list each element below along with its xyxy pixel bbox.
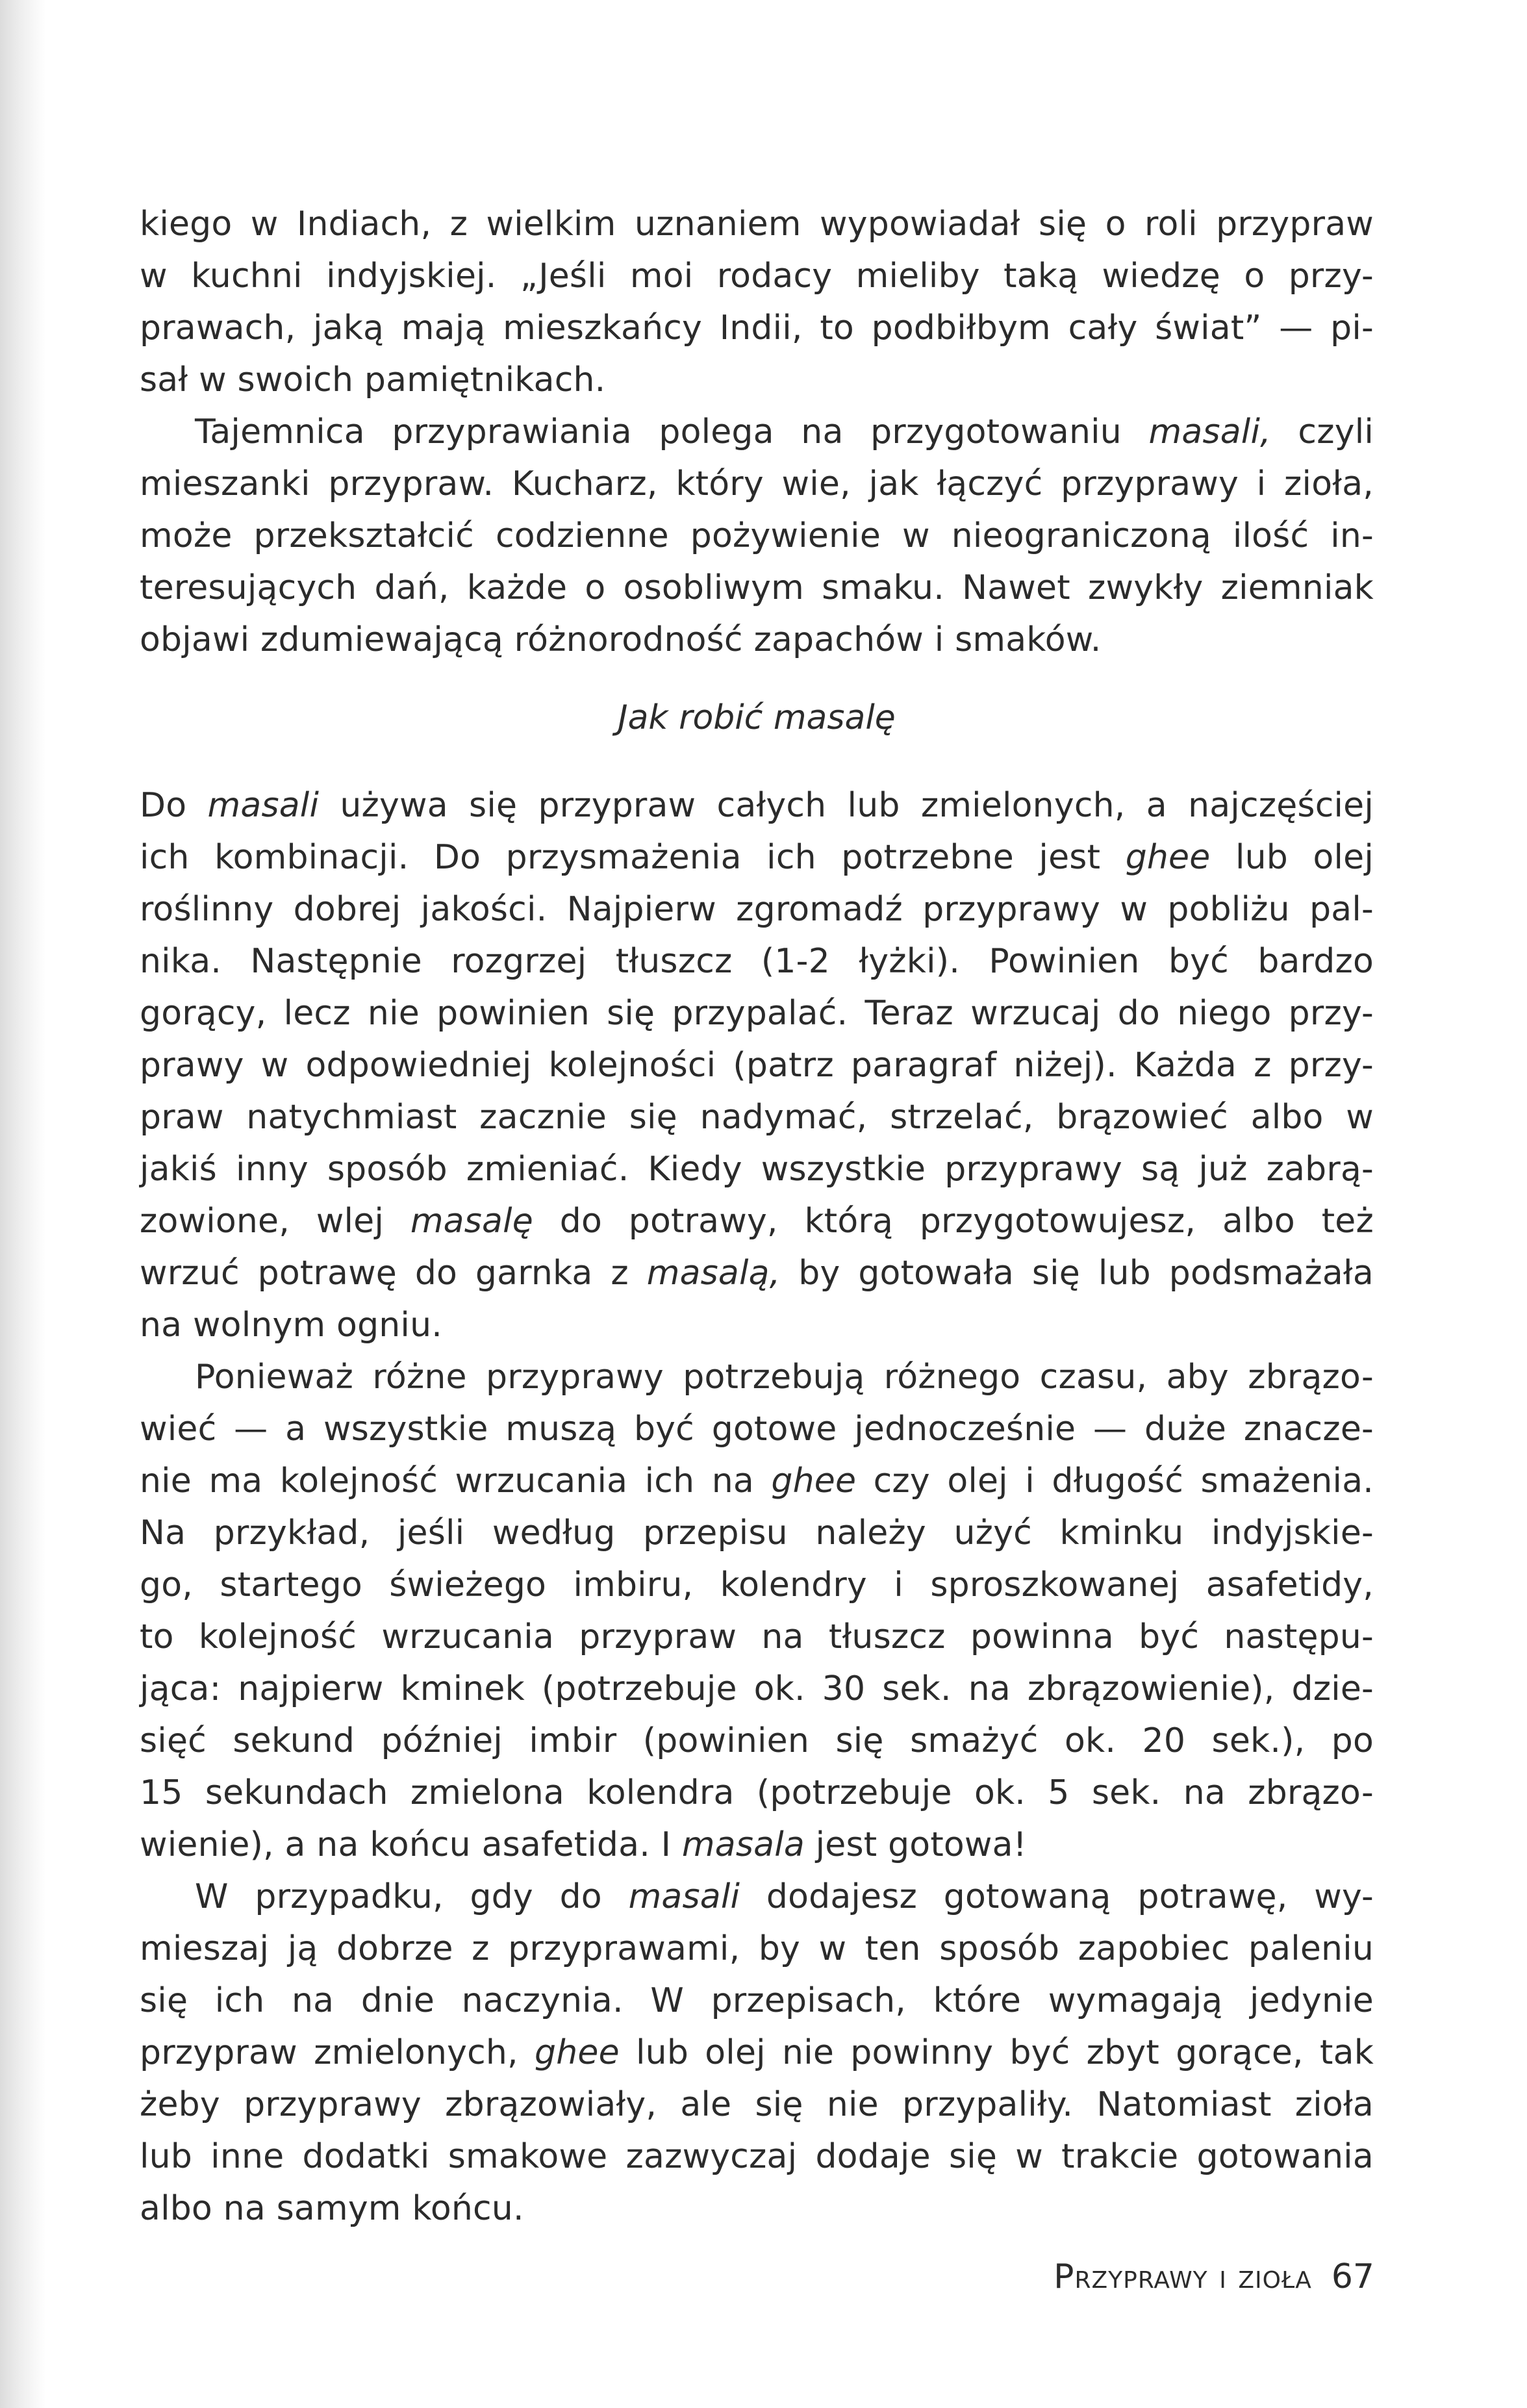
text-line: sięć sekund później imbir (powinien się smażyć ok. 20 sek.), po xyxy=(140,1721,1374,1760)
text-line: żeby przyprawy zbrązowiały, ale się nie przypaliły. Natomiast zioła xyxy=(140,2085,1374,2124)
text-line: jąca: najpierw kminek (potrzebuje ok. 30 sek. na zbrązowienie), dzie- xyxy=(140,1669,1374,1708)
text-run: czyli xyxy=(1270,412,1374,451)
text-line: Ponieważ różne przyprawy potrzebują różnego czasu, aby zbrązo- xyxy=(195,1358,1374,1397)
text-line: prawy w odpowiedniej kolejności (patrz paragraf niżej). Każda z przy- xyxy=(140,1046,1374,1085)
text-run: Tajemnica przyprawiania polega na przygotowaniu xyxy=(195,412,1149,451)
text-line: na wolnym ogniu. xyxy=(140,1306,442,1345)
text-line xyxy=(140,1455,1374,1507)
paragraph-mixing xyxy=(140,1871,1374,2235)
italic-term: ghee xyxy=(771,1462,857,1501)
text-run: Do xyxy=(140,786,208,825)
text-line: może przekształcić codzienne pożywienie w nieograniczoną ilość in- xyxy=(140,516,1374,555)
text-line: mieszanki przypraw. Kucharz, który wie, jak łączyć przyprawy i zioła, xyxy=(140,464,1374,503)
text-run: lub olej xyxy=(1210,838,1374,877)
italic-term: masala xyxy=(681,1825,805,1864)
text-line: lub inne dodatki smakowe zazwyczaj dodaje się w trakcie gotowania xyxy=(140,2137,1374,2176)
text-run: wrzuć potrawę do garnka z xyxy=(140,1254,647,1293)
text-run: wienie), a na końcu asafetida. I xyxy=(140,1825,682,1864)
page-footer xyxy=(1054,2254,1374,2300)
text-line: w kuchni indyjskiej. „Jeśli moi rodacy mieliby taką wiedzę o przy- xyxy=(140,257,1374,296)
text-run: ich kombinacji. Do przysmażenia ich potrzebne jest xyxy=(140,838,1126,877)
text-line: objawi zdumiewającą różnorodność zapachów i smaków. xyxy=(140,620,1102,659)
text-line: go, startego świeżego imbiru, kolendry i sproszkowanej asafetidy, xyxy=(140,1565,1374,1604)
text-line: gorący, lecz nie powinien się przypalać. Teraz wrzucaj do niego przy- xyxy=(140,994,1374,1033)
italic-term: masalą, xyxy=(646,1254,781,1293)
italic-term: ghee xyxy=(535,2033,620,2072)
text-run: nie ma kolejność wrzucania ich na xyxy=(140,1462,772,1501)
italic-term: ghee xyxy=(1125,838,1211,877)
text-run: by gotowała się lub podsmażała xyxy=(780,1254,1374,1293)
text-run: zowione, wlej xyxy=(140,1202,410,1241)
text-run: jest gotowa! xyxy=(804,1825,1027,1864)
text-run: przypraw zmielonych, xyxy=(140,2033,535,2072)
text-run: do potrawy, którą przygotowujesz, albo też xyxy=(533,1202,1374,1241)
section-heading: Jak robić masalę xyxy=(618,698,896,737)
text-line: roślinny dobrej jakości. Najpierw zgromadź przyprawy w pobliżu pal- xyxy=(140,890,1374,929)
text-line: mieszaj ją dobrze z przyprawami, by w ten sposób zapobiec paleniu xyxy=(140,1929,1374,1968)
text-line: praw natychmiast zacznie się nadymać, strzelać, brązowieć albo w xyxy=(140,1098,1374,1137)
text-line: albo na samym końcu. xyxy=(140,2189,524,2228)
text-line: 15 sekundach zmielona kolendra (potrzebuje ok. 5 sek. na zbrązo- xyxy=(140,1773,1374,1812)
text-line: nika. Następnie rozgrzej tłuszcz (1-2 łyżki). Powinien być bardzo xyxy=(140,942,1374,981)
text-line: Na przykład, jeśli według przepisu należy użyć kminku indyjskie- xyxy=(140,1514,1374,1553)
text-line: sał w swoich pamiętnikach. xyxy=(140,361,606,399)
running-title: Przyprawy i zioła xyxy=(1054,2257,1312,2296)
italic-term: masali xyxy=(207,786,320,825)
text-line xyxy=(140,831,1374,883)
text-line xyxy=(140,406,1374,458)
text-line xyxy=(140,779,1374,831)
text-run: czy olej i długość smażenia. xyxy=(856,1462,1374,1501)
text-line: kiego w Indiach, z wielkim uznaniem wypowiadał się o roli przypraw xyxy=(140,205,1374,244)
paragraph-frying-order xyxy=(140,1351,1374,1871)
text-line: teresujących dań, każde o osobliwym smaku. Nawet zwykły ziemniak xyxy=(140,568,1374,607)
paragraph-how-to xyxy=(140,779,1374,1351)
text-run: używa się przypraw całych lub zmielonych, a najczęściej xyxy=(319,786,1374,825)
text-line xyxy=(140,2027,1374,2079)
page-body xyxy=(140,198,1374,2235)
text-line: jakiś inny sposób zmieniać. Kiedy wszystkie przyprawy są już zabrą- xyxy=(140,1150,1374,1189)
italic-term: masali xyxy=(628,1877,740,1916)
paragraph-continuation xyxy=(140,198,1374,406)
text-line xyxy=(140,1871,1374,1923)
text-run: lub olej nie powinny być zbyt gorące, tak xyxy=(619,2033,1374,2072)
text-line: się ich na dnie naczynia. W przepisach, które wymagają jedynie xyxy=(140,1981,1374,2020)
italic-term: masalę xyxy=(410,1202,533,1241)
text-run: dodajesz gotowaną potrawę, wy- xyxy=(740,1877,1374,1916)
text-run: W przypadku, gdy do xyxy=(195,1877,629,1916)
page-number: 67 xyxy=(1331,2257,1374,2296)
text-line xyxy=(140,1195,1374,1247)
text-line: to kolejność wrzucania przypraw na tłuszcz powinna być następu- xyxy=(140,1617,1374,1656)
text-line xyxy=(140,1247,1374,1299)
paragraph-masala-intro xyxy=(140,406,1374,666)
text-line: prawach, jaką mają mieszkańcy Indii, to podbiłbym cały świat” — pi- xyxy=(140,309,1374,348)
text-line: wieć — a wszystkie muszą być gotowe jednocześnie — duże znacze- xyxy=(140,1410,1374,1449)
page-gutter-shadow xyxy=(0,0,45,2408)
text-line xyxy=(140,1819,1374,1871)
italic-term: masali, xyxy=(1148,412,1271,451)
